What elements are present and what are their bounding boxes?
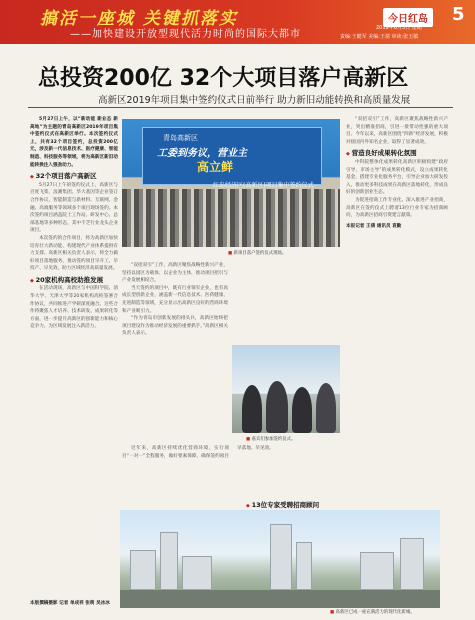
section-heading-projects: ◆ 32个项目落户高新区 (30, 172, 97, 180)
stage-text: 高立鲜 (197, 160, 234, 174)
issue-date: 2019年6月3日 星期一 (376, 25, 427, 31)
body-paragraph: 为促进招商工作专业化、深入推进产业招商，高新区在签约仪式上聘请13位行业专家为招商顾问，为高新区招商引资建言献策。 (346, 197, 448, 219)
body-paragraph: “双招双引”工作，高新区聚焦战略性新兴产业，坚持以园区为载体、以企业为主体，推动项目招引与产业发展相结合。 (122, 263, 228, 284)
editor-credits: 责编:王健军 美编:王倩 审读:张玉敏 (340, 34, 419, 40)
section-badge: 今日红岛 (383, 8, 433, 27)
body-paragraph: 近年来，高新区持续优化营商环境，实行项目“一对一”全程服务，做好要素保障，确保签约项目早落地、早见效。 (122, 446, 274, 459)
person (292, 387, 312, 433)
building (400, 538, 424, 590)
page-credits: 本版撰稿摄影 记者 单成祥 张萌 吴冰冰 (30, 601, 110, 606)
body-paragraph: “双招双引”工作，高新区聚焦战略性新兴产业，突出精准招商，引进一批带动性强的重大项目。今年以来，高新区围绕“四新”经济发展，积极对接国内外知名企业，取得了显著成效。 (346, 117, 448, 145)
building (270, 524, 292, 590)
building (182, 556, 212, 590)
divider (28, 107, 453, 108)
stage-text: 红岛经济区(高新区)项目集中签约仪式 (213, 182, 314, 189)
body-paragraph: 5月27日上午的签约仪式上，高新区与百度飞桨、浪潮集团、华大基因等企业签订合作协议，智能制造与新材料、互联网、金融、高端服务等领域多个项目现场签约。本次签约项目涵盖院士工作站、研发中心、总部基地等多种形态，其中不乏行业龙头企业项目。 (30, 182, 118, 234)
stage-backdrop (142, 127, 322, 189)
masthead-banner (0, 0, 475, 44)
banner-slogan: 搞活一座城 关键抓落实 (40, 9, 238, 29)
banner-subtitle: ——加快建设开放型现代活力时尚的国际大都市 (70, 29, 301, 40)
page-subtitle: 高新区2019年项目集中签约仪式日前举行 助力新旧动能转换和高质量发展 (98, 95, 411, 106)
lead-paragraph: 5月27日上午，以“新动能 新业态 新高地”为主题的青岛高新区2019年项目集中签约仪式在高新区举行。本次签约仪式上，共有32个项目签约，总投资200亿元，涉及新一代信息技术、医疗健康、智能制造、科技服务等领域，将为高新区新旧动能转换注入强劲动力。 (30, 117, 118, 168)
person (242, 385, 262, 433)
page-title: 总投资200亿 32个大项目落户高新区 (38, 66, 409, 91)
person (266, 381, 288, 433)
right-column (346, 116, 448, 511)
photo-caption: ■ 嘉宾们参加签约仪式。 (246, 436, 295, 442)
photo-caption: ■ 新项目落户签约仪式现场。 (228, 250, 286, 256)
city-skyline-photo (120, 510, 440, 608)
building (360, 552, 394, 590)
person (316, 383, 336, 433)
section-heading-advisors: ◆ 13位专家受聘招商顾问 (246, 500, 319, 509)
road (120, 590, 440, 608)
building (160, 532, 178, 590)
building (296, 542, 312, 590)
section-heading-institutions: ◆ 20家机构高校助推发展 (30, 276, 103, 284)
body-paragraph: 本次签约的合作项目，将为高新区加快培育壮大新动能、构建现代产业体系提供有力支撑。高新区相关负责人表示，将全力做好项目落地服务，推动签约项目早开工、早投产、早见效，助力区域经济高质量发展。 (30, 235, 118, 272)
middle-lower-text (122, 445, 344, 500)
section-heading-conversion: ◆ 营造良好成果转化氛围 (346, 149, 417, 157)
audience (122, 189, 340, 247)
page-number: 5 (452, 4, 465, 25)
stage-text: 工委到务议，营业主 (157, 148, 247, 159)
stage-text: 青岛高新区 (163, 134, 198, 142)
signing-ceremony-photo (122, 119, 340, 247)
building (130, 550, 156, 590)
left-column (30, 116, 118, 606)
reporter-credit: 本报记者 王倩 通讯员 袁勤 (346, 223, 402, 229)
body-paragraph: 中科院整体化成果转化高新区积极构建“政府引导、市场主导”的成果转化模式，设立成果转化基金，搭建专业化服务平台，引导企业加大研发投入，推动更多科技成果在高新区落地转化，形成良好的创新创业生态。 (346, 159, 448, 196)
guests-photo (232, 345, 340, 433)
body-paragraph: 在活动现场，高新区与中国科学院、清华大学、天津大学等20家机构高校签署合作协议，共同推进产学研深度融合。这些合作将聚焦人才培养、技术研发、成果转化等方面，进一步提升高新区的创新能力和核心竞争力，为区域发展注入新活力。 (30, 286, 118, 330)
photo-caption: ■ 高新区已成一座充满活力的现代化新城。 (330, 609, 415, 615)
body-paragraph: 当天签约的项目中，既有行业领军企业，也有高成长型创新企业，涵盖新一代信息技术、医药健康、先进制造等领域，充分显示出高新区良好的营商环境和产业吸引力。 (122, 285, 228, 314)
body-paragraph: “作为青岛市创新发展的排头兵，高新区始终把项目建设作为推动经济发展的重要抓手。”高新区相关负责人表示。 (122, 316, 228, 337)
